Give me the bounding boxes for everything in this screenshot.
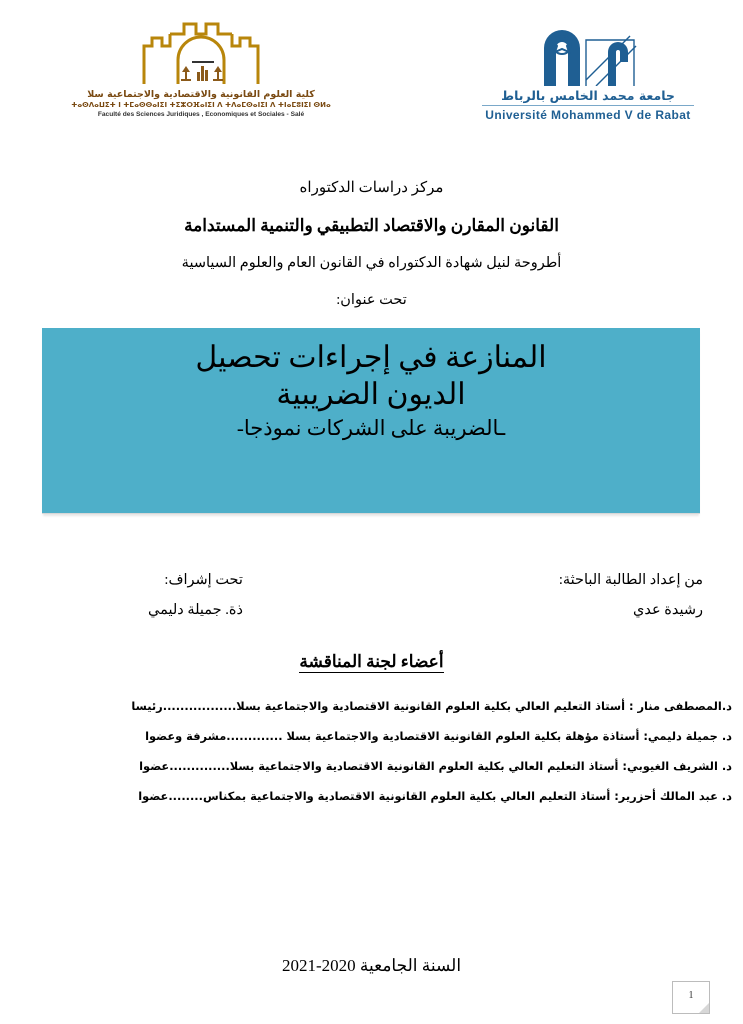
thesis-title-inner: [42, 328, 700, 442]
jury-member-row: د.المصطفى منار : أستاذ التعليم العالي بكلية العلوم القانونية الاقتصادية والاجتماعية بسلا.................رئيسا: [131, 699, 732, 714]
thesis-purpose-line: أطروحة لنيل شهادة الدكتوراه في القانون العام والعلوم السياسية: [181, 255, 562, 271]
jury-member-row: د. عبد المالك أحزرير: أستاذ التعليم العالي بكلية العلوم القانونية الاقتصادية والاجتماعية بمكناس........عضوا: [138, 789, 732, 804]
faculty-name-tifinagh: ⵜⴰⵙⴷⴰⵡⵉⵜ ⵏ ⵜⵎⴰⵙⵙⴰⵏⵉⵏ ⵜⵉⵣⵔⴼⴰⵏⵉⵏ ⴷ ⵜⴷⴰⵎⵙⴰⵏⵉⵏ ⴷ ⵜⵏⴰⵎⵓⵏⵉⵏ ⵙⵍⴰ: [71, 101, 331, 109]
faculty-logo: [62, 14, 340, 118]
student-label: من إعداد الطالبة الباحثة:: [558, 572, 703, 588]
student-block: [559, 566, 703, 625]
jury-member-row: د. الشريف الغيوبي: أستاذ التعليم العالي بكلية العلوم القانونية الاقتصادية والاجتماعية بسلا..............عضوا: [139, 759, 732, 774]
jury-heading-text: أعضاء لجنة المناقشة: [299, 652, 444, 671]
university-logo: [468, 18, 708, 122]
program-title: القانون المقارن والاقتصاد التطبيقي والتنمية المستدامة: [184, 216, 559, 235]
jury-members-list: [14, 692, 732, 812]
page-fold-corner-icon: [699, 1003, 709, 1013]
faculty-emblem-icon: [126, 14, 276, 88]
thesis-title-line-1: المنازعة في إجراءات تحصيل: [195, 341, 547, 374]
university-logo-divider: [482, 105, 694, 106]
supervisor-block: [148, 566, 243, 625]
jury-member-row: د. جميلة دليمي: أستاذة مؤهلة بكلية العلوم القانونية الاقتصادية والاجتماعية بسلا .............مشرفة وعضوا: [145, 729, 732, 744]
academic-year-label: السنة الجامعية 2020-2021: [281, 956, 462, 975]
doctoral-center-label: مركز دراسات الدكتوراه: [299, 180, 444, 196]
supervisor-label: تحت إشراف:: [164, 572, 243, 588]
university-emblem-icon: [524, 18, 652, 86]
page-sheet-icon: [672, 981, 710, 1014]
thesis-subtitle: ـالضريبة على الشركات نموذجا-: [236, 416, 506, 441]
logos-row: [0, 0, 743, 150]
page-number-badge: [672, 981, 710, 1014]
thesis-title-line-2: الديون الضريبية: [276, 377, 466, 411]
jury-heading: [0, 652, 743, 672]
university-name-arabic: جامعة محمد الخامس بالرباط: [501, 88, 675, 103]
supervisor-name: ذة. جميلة دليمي: [148, 601, 243, 618]
student-name: رشيدة عدي: [633, 601, 703, 618]
faculty-name-french: Faculté des Sciences Juridiques , Economiques et Sociales - Salé: [97, 111, 305, 118]
under-title-label: تحت عنوان:: [336, 292, 407, 308]
page-number-value: 1: [688, 990, 694, 1001]
authors-section: [0, 566, 743, 646]
thesis-title-box: [42, 328, 700, 514]
university-name-french: Université Mohammed V de Rabat: [485, 108, 691, 122]
faculty-name-arabic: كلية العلوم القانونية والاقتصادية والاجتماعية سلا: [87, 89, 315, 100]
